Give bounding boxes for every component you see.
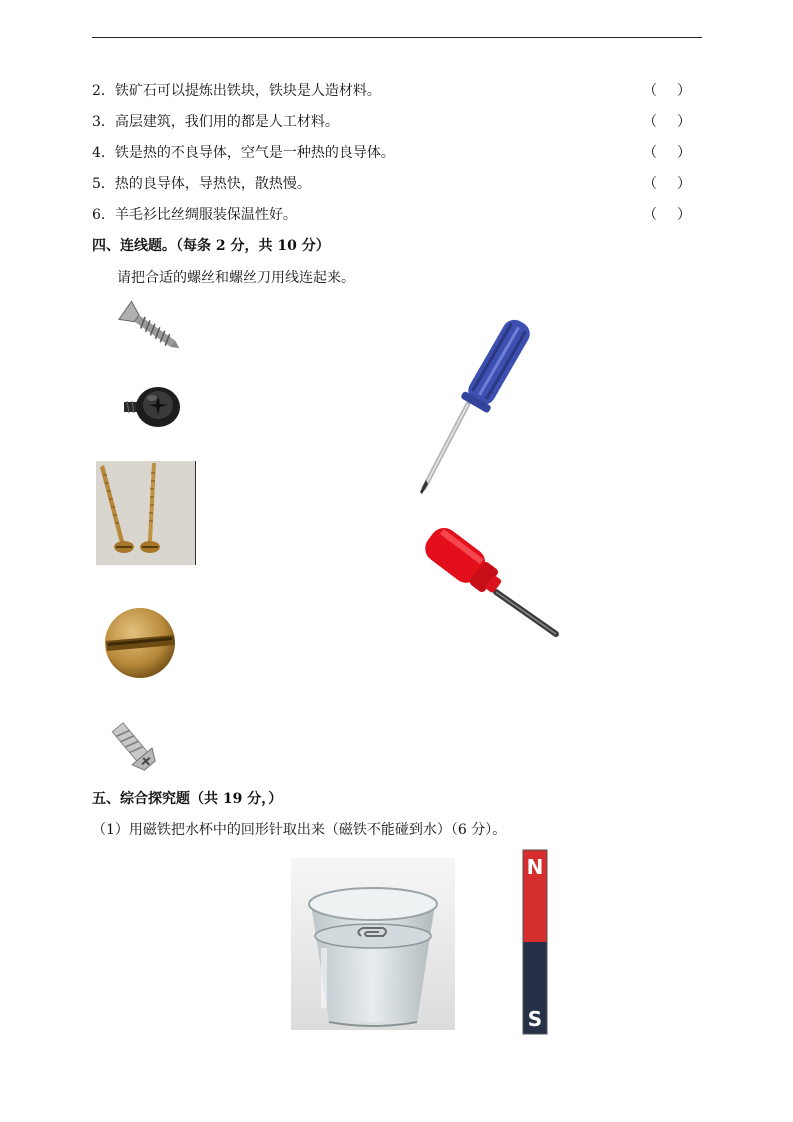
judge-item-2: 2．铁矿石可以提炼出铁块，铁块是人造材料。 （ ）: [92, 83, 691, 99]
judge-item-text: 4．铁是热的不良导体，空气是一种热的良导体。: [92, 145, 395, 161]
section4-title: 四、连线题。（每条 2 分，共 10 分）: [92, 238, 330, 254]
judge-item-6: 6．羊毛衫比丝绸服装保温性好。 （ ）: [92, 207, 691, 223]
judge-item-5: 5．热的良导体，导热快，散热慢。 （ ）: [92, 176, 691, 192]
judge-item-text: 2．铁矿石可以提炼出铁块，铁块是人造材料。: [92, 83, 381, 99]
slotted-screw-head-image[interactable]: [102, 603, 180, 685]
section5-title: 五、综合探究题（共 19 分，）: [92, 791, 283, 807]
header-rule: [92, 37, 702, 38]
magnet-south-label: S: [527, 1007, 543, 1031]
bar-magnet-image[interactable]: [521, 848, 549, 1036]
section4-instruction: 请把合适的螺丝和螺丝刀用线连起来。: [117, 270, 355, 286]
section5-question1: （1）用磁铁把水杯中的回形针取出来（磁铁不能碰到水）（6 分）。: [92, 822, 507, 838]
magnet-north-label: N: [526, 855, 544, 879]
water-glass-image[interactable]: [291, 858, 455, 1030]
washer-screw-image[interactable]: [118, 374, 184, 436]
brass-screws-image[interactable]: [96, 461, 196, 565]
judge-item-text: 6．羊毛衫比丝绸服装保温性好。: [92, 207, 297, 223]
silver-cross-screw-image[interactable]: [110, 717, 160, 779]
judge-item-4: 4．铁是热的不良导体，空气是一种热的良导体。 （ ）: [92, 145, 691, 161]
judge-item-3: 3．高层建筑，我们用的都是人工材料。 （ ）: [92, 114, 691, 130]
judge-item-text: 5．热的良导体，导热快，散热慢。: [92, 176, 311, 192]
countersunk-screw-image[interactable]: [112, 298, 186, 356]
judge-item-text: 3．高层建筑，我们用的都是人工材料。: [92, 114, 339, 130]
blue-phillips-screwdriver-image[interactable]: [412, 318, 540, 494]
red-flathead-screwdriver-image[interactable]: [416, 518, 566, 648]
